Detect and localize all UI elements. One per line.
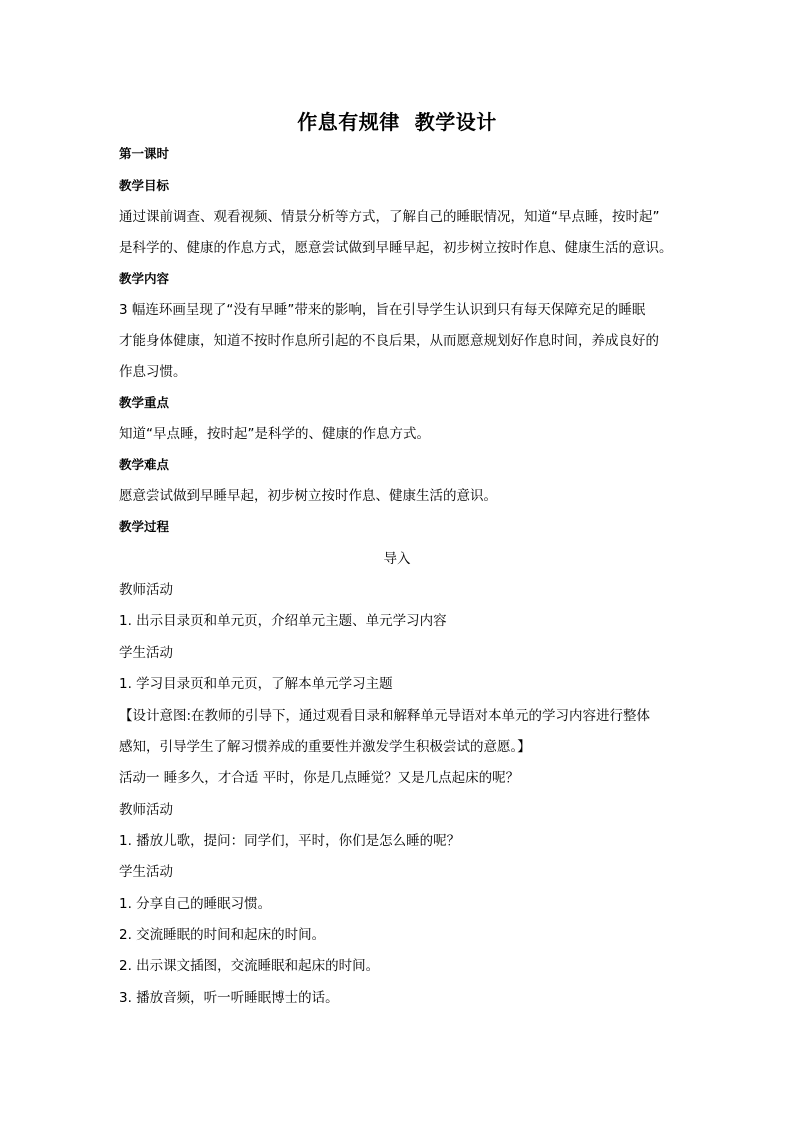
difficulty-heading: 教学难点 bbox=[119, 457, 170, 472]
activity-one-teacher-label: 教师活动 bbox=[119, 802, 173, 818]
content-paragraph-line: 3 幅连环画呈现了“没有早睡”带来的影响，旨在引导学生认识到只有每天保障充足的睡眠 bbox=[119, 302, 646, 318]
process-heading: 教学过程 bbox=[119, 519, 170, 534]
design-intent-line: 感知，引导学生了解习惯养成的重要性并激发学生积极尝试的意愿。】 bbox=[119, 739, 531, 755]
activity-one-title: 活动一 睡多久，才合适 平时，你是几点睡觉？又是几点起床的呢？ bbox=[119, 770, 520, 786]
design-intent-line: 【设计意图:在教师的引导下，通过观看目录和解释单元导语对本单元的学习内容进行整体 bbox=[119, 708, 651, 724]
lesson-label: 第一课时 bbox=[119, 146, 170, 161]
key-heading: 教学重点 bbox=[119, 395, 170, 410]
difficulty-text: 愿意尝试做到早睡早起，初步树立按时作息、健康生活的意识。 bbox=[119, 488, 497, 504]
goal-paragraph-line: 是科学的、健康的作息方式，愿意尝试做到早睡早起，初步树立按时作息、健康生活的意识。 bbox=[119, 240, 673, 256]
intro-heading: 导入 bbox=[383, 551, 411, 567]
intro-student-item: 1. 学习目录页和单元页，了解本单元学习主题 bbox=[119, 676, 393, 692]
goal-heading: 教学目标 bbox=[119, 178, 170, 193]
activity-one-student-item: 2. 交流睡眠的时间和起床的时间。 bbox=[119, 927, 326, 943]
intro-student-label: 学生活动 bbox=[119, 645, 173, 661]
intro-teacher-label: 教师活动 bbox=[119, 582, 173, 598]
activity-one-student-item: 2. 出示课文插图，交流睡眠和起床的时间。 bbox=[119, 958, 380, 974]
content-heading: 教学内容 bbox=[119, 271, 170, 286]
document-title: 作息有规律 教学设计 bbox=[297, 110, 497, 134]
activity-one-student-label: 学生活动 bbox=[119, 864, 173, 880]
activity-one-teacher-item: 1. 播放儿歌，提问：同学们，平时，你们是怎么睡的呢？ bbox=[119, 833, 461, 849]
goal-paragraph-line: 通过课前调查、观看视频、情景分析等方式，了解自己的睡眠情况，知道“早点睡，按时起” bbox=[119, 209, 660, 225]
content-paragraph-line: 作息习惯。 bbox=[119, 364, 187, 380]
key-text: 知道“早点睡，按时起”是科学的、健康的作息方式。 bbox=[119, 426, 430, 442]
content-paragraph-line: 才能身体健康，知道不按时作息所引起的不良后果，从而愿意规划好作息时间，养成良好的 bbox=[119, 333, 659, 349]
intro-teacher-item: 1. 出示目录页和单元页，介绍单元主题、单元学习内容 bbox=[119, 613, 447, 629]
activity-one-student-item: 1. 分享自己的睡眠习惯。 bbox=[119, 896, 272, 912]
activity-one-student-item: 3. 播放音频，听一听睡眠博士的话。 bbox=[119, 990, 339, 1006]
